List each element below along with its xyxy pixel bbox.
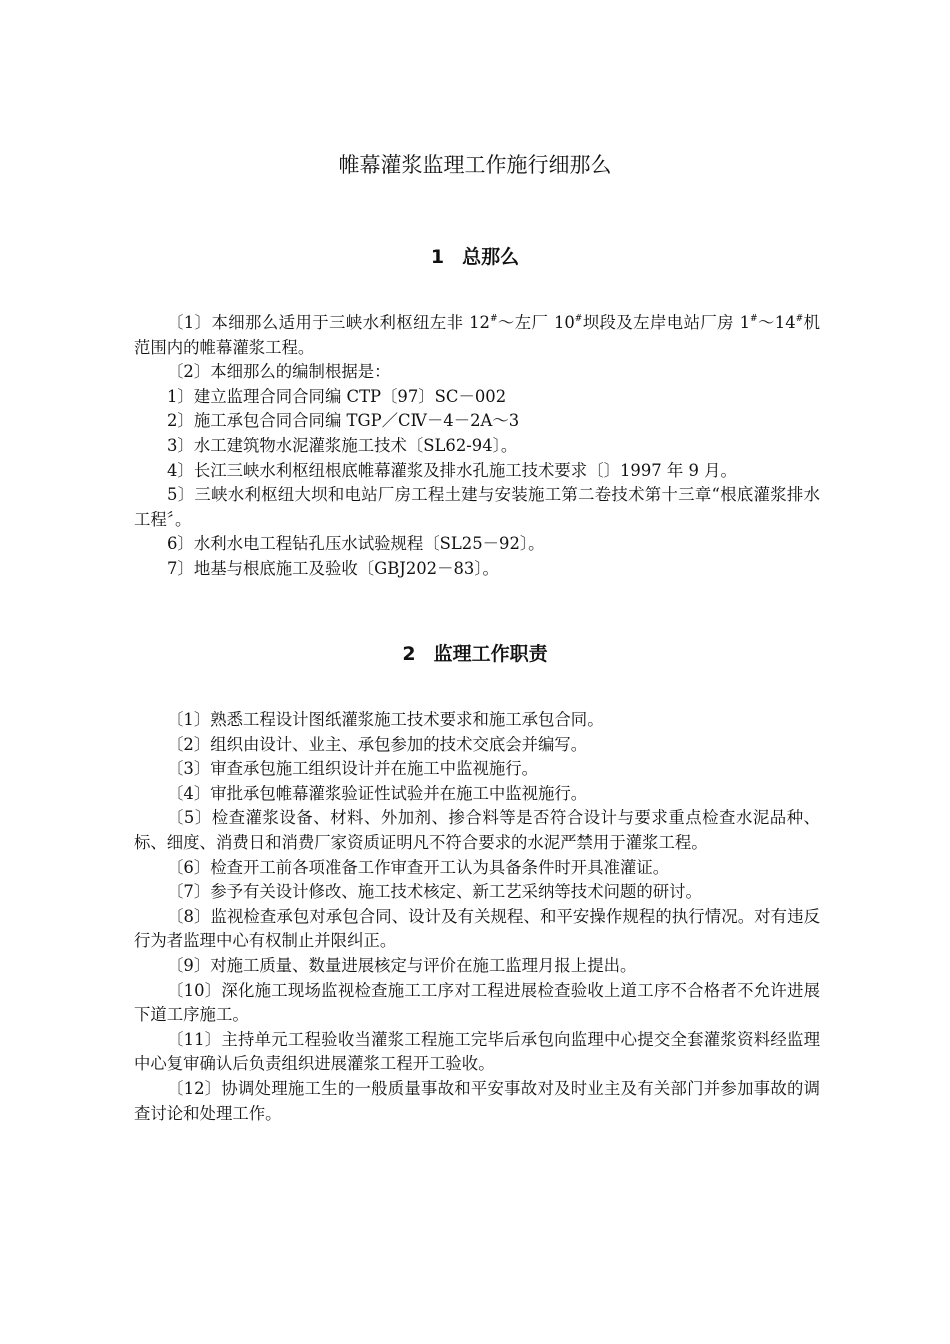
paragraph-item: 〔1〕熟悉工程设计图纸灌浆施工技术要求和施工承包合同。	[167, 710, 604, 729]
section-number-2: 2	[402, 643, 416, 665]
section-heading-1	[0, 243, 950, 271]
paragraph-item: 3〕水工建筑物水泥灌浆施工技术〔SL62-94〕。	[167, 435, 518, 455]
document-title: 帷幕灌浆监理工作施行细那么	[338, 153, 612, 177]
section-number-1: 1	[430, 246, 445, 268]
paragraph-item: 〔12〕协调处理施工生的一般质量事故和平安事故对及时业主及有关部门并参加事故的调查讨论和处理工作。	[134, 1078, 820, 1123]
paragraph-item: 6〕水利水电工程钻孔压水试验规程〔SL25－92〕。	[167, 534, 545, 554]
paragraph-item: 〔6〕检查开工前各项准备工作审查开工认为具备条件时开具准灌证。	[167, 857, 670, 877]
paragraph-item: 2〕施工承包合同合同编 TGP／CⅣ－4－2A～3	[167, 411, 520, 431]
paragraph-item: 〔9〕对施工质量、数量进展核定与评价在施工监理月报上提出。	[167, 955, 637, 975]
paragraph-item: 〔10〕深化施工现场监视检查施工工序对工程进展检查验收上道工序不合格者不允许进展下道工序施工。	[134, 980, 820, 1025]
paragraph-scope: 〔1〕本细那么适用于三峡水利枢纽左非 12#～左厂 10#坝段及左岸电站厂房 1#～14#机范围内的帷幕灌浆工程。	[134, 313, 821, 357]
paragraph-item: 1〕建立监理合同合同编 CTP〔97〕SC－002	[167, 386, 507, 406]
superscript-mark: #	[574, 314, 583, 324]
superscript-mark: #	[750, 314, 758, 324]
paragraph-item: 〔3〕审查承包施工组织设计并在施工中监视施行。	[167, 759, 539, 779]
paragraph-item: 〔2〕组织由设计、业主、承包参加的技术交底会并编写。	[167, 734, 588, 754]
paragraph-item: 5〕三峡水利枢纽大坝和电站厂房工程土建与安装施工第二卷技术第十三章“根底灌浆排水工程〞。	[134, 485, 820, 529]
paragraph-item: 〔7〕参予有关设计修改、施工技术核定、新工艺采纳等技术问题的研讨。	[167, 882, 702, 902]
paragraph-item: 〔4〕审批承包帷幕灌浆验证性试验并在施工中监视施行。	[167, 783, 588, 803]
section-2-body	[134, 708, 820, 1126]
section-title-1: 总那么	[462, 246, 520, 268]
paragraph-item: 〔2〕本细那么的编制根据是：	[167, 362, 391, 382]
paragraph-item: 〔11〕主持单元工程验收当灌浆工程施工完毕后承包向监理中心提交全套灌浆资料经监理中心复审确认后负责组织进展灌浆工程开工验收。	[134, 1029, 820, 1074]
superscript-mark: #	[489, 314, 498, 324]
paragraph-item: 〔5〕检查灌浆设备、材料、外加剂、掺合料等是否符合设计与要求重点检查水泥品种、标、细度、消费日和消费厂家资质证明凡不符合要求的水泥严禁用于灌浆工程。	[134, 808, 820, 852]
section-heading-2	[0, 640, 950, 668]
section-title-2: 监理工作职责	[433, 643, 548, 665]
paragraph-item: 7〕地基与根底施工及验收〔GBJ202－83〕。	[167, 558, 499, 578]
paragraph-item: 4〕长江三峡水利枢纽根底帷幕灌浆及排水孔施工技术要求〔〕1997 年 9 月。	[167, 460, 737, 480]
section-1-body	[134, 311, 820, 582]
paragraph-item: 〔8〕监视检查承包对承包合同、设计及有关规程、和平安操作规程的执行情况。对有违反行为者监理中心有权制止并限纠正。	[134, 906, 820, 951]
superscript-mark: #	[795, 314, 804, 324]
